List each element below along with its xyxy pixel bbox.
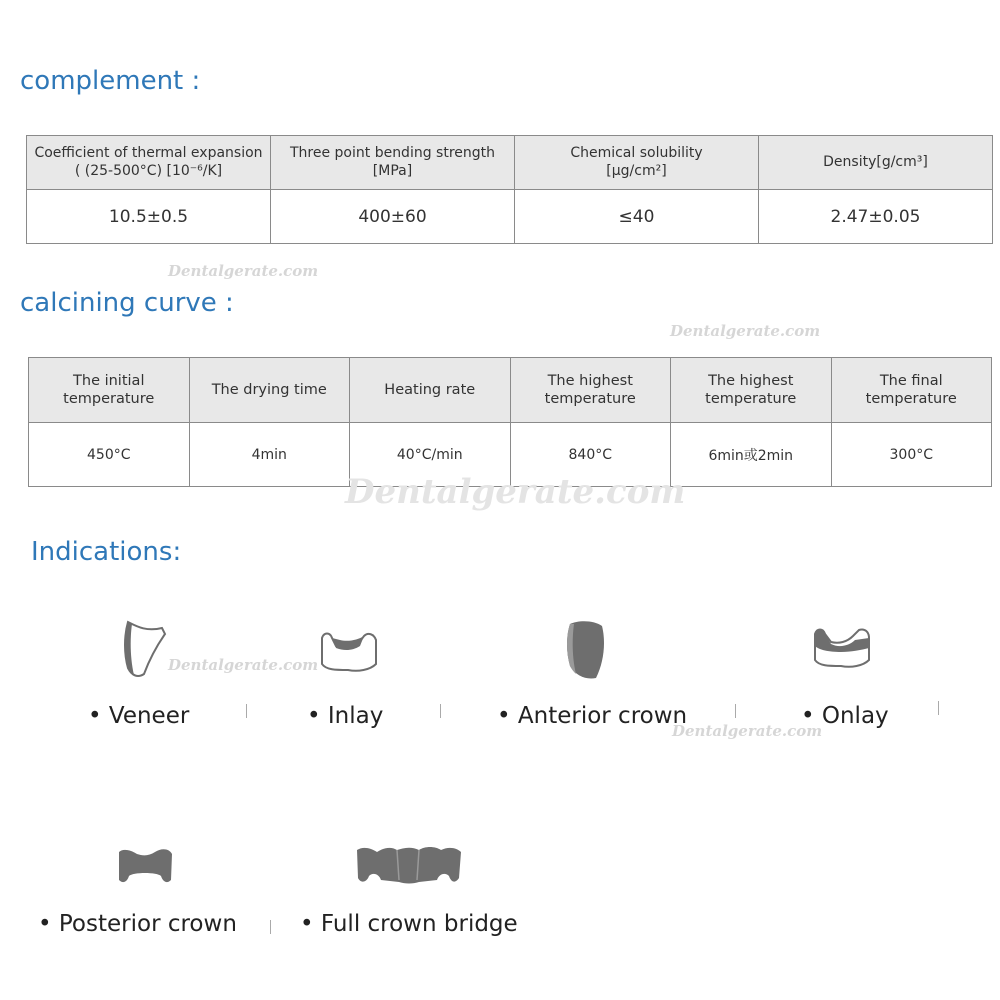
watermark: Dentalgerate.com bbox=[345, 472, 686, 512]
inlay-icon bbox=[318, 626, 380, 674]
full-crown-bridge-icon bbox=[355, 844, 463, 886]
header-density: Density[g/cm³] bbox=[759, 136, 993, 190]
value-drying-time: 4min bbox=[189, 423, 350, 487]
header-initial-temperature: The initial temperature bbox=[29, 358, 190, 423]
header-heating-rate: Heating rate bbox=[350, 358, 511, 423]
separator bbox=[735, 704, 736, 718]
value-chemical-solubility: ≤40 bbox=[515, 190, 759, 244]
indication-posterior-crown: • Posterior crown bbox=[38, 911, 237, 937]
separator bbox=[270, 920, 271, 934]
calcining-curve-heading: calcining curve : bbox=[20, 288, 234, 318]
onlay-icon bbox=[811, 622, 873, 670]
header-final-temperature: The final temperature bbox=[831, 358, 992, 423]
calcining-value-row bbox=[29, 423, 992, 487]
calcining-header-row bbox=[29, 358, 992, 423]
anterior-crown-icon bbox=[562, 618, 608, 682]
separator bbox=[246, 704, 247, 718]
calcining-table bbox=[28, 357, 992, 487]
indication-inlay: • Inlay bbox=[307, 703, 384, 729]
indication-onlay: • Onlay bbox=[801, 703, 889, 729]
value-bending-strength: 400±60 bbox=[271, 190, 515, 244]
header-bending-strength: Three point bending strength [MPa] bbox=[271, 136, 515, 190]
watermark: Dentalgerate.com bbox=[168, 656, 319, 674]
header-highest-temperature-hold: The highest temperature bbox=[671, 358, 832, 423]
header-chemical-solubility: Chemical solubility [μg/cm²] bbox=[515, 136, 759, 190]
header-drying-time: The drying time bbox=[189, 358, 350, 423]
complement-heading: complement : bbox=[20, 66, 201, 96]
watermark: Dentalgerate.com bbox=[670, 322, 821, 340]
value-final-temperature: 300°C bbox=[831, 423, 992, 487]
value-initial-temperature: 450°C bbox=[29, 423, 190, 487]
value-hold-time: 6min或2min bbox=[671, 423, 832, 487]
indications-heading: Indications: bbox=[31, 537, 182, 567]
veneer-icon bbox=[118, 618, 170, 680]
separator bbox=[938, 701, 939, 715]
complement-header-row bbox=[27, 136, 993, 190]
posterior-crown-icon bbox=[115, 846, 175, 886]
separator bbox=[440, 704, 441, 718]
complement-table bbox=[26, 135, 993, 244]
value-density: 2.47±0.05 bbox=[759, 190, 993, 244]
complement-value-row bbox=[27, 190, 993, 244]
watermark: Dentalgerate.com bbox=[168, 262, 319, 280]
value-thermal-expansion: 10.5±0.5 bbox=[27, 190, 271, 244]
value-highest-temperature: 840°C bbox=[510, 423, 671, 487]
indication-veneer: • Veneer bbox=[88, 703, 190, 729]
header-thermal-expansion: Coefficient of thermal expansion ( (25-500°C) [10⁻⁶/K] bbox=[27, 136, 271, 190]
value-heating-rate: 40°C/min bbox=[350, 423, 511, 487]
indication-full-crown-bridge: • Full crown bridge bbox=[300, 911, 518, 937]
header-highest-temperature: The highest temperature bbox=[510, 358, 671, 423]
watermark: Dentalgerate.com bbox=[672, 722, 823, 740]
indication-anterior-crown: • Anterior crown bbox=[497, 703, 688, 729]
